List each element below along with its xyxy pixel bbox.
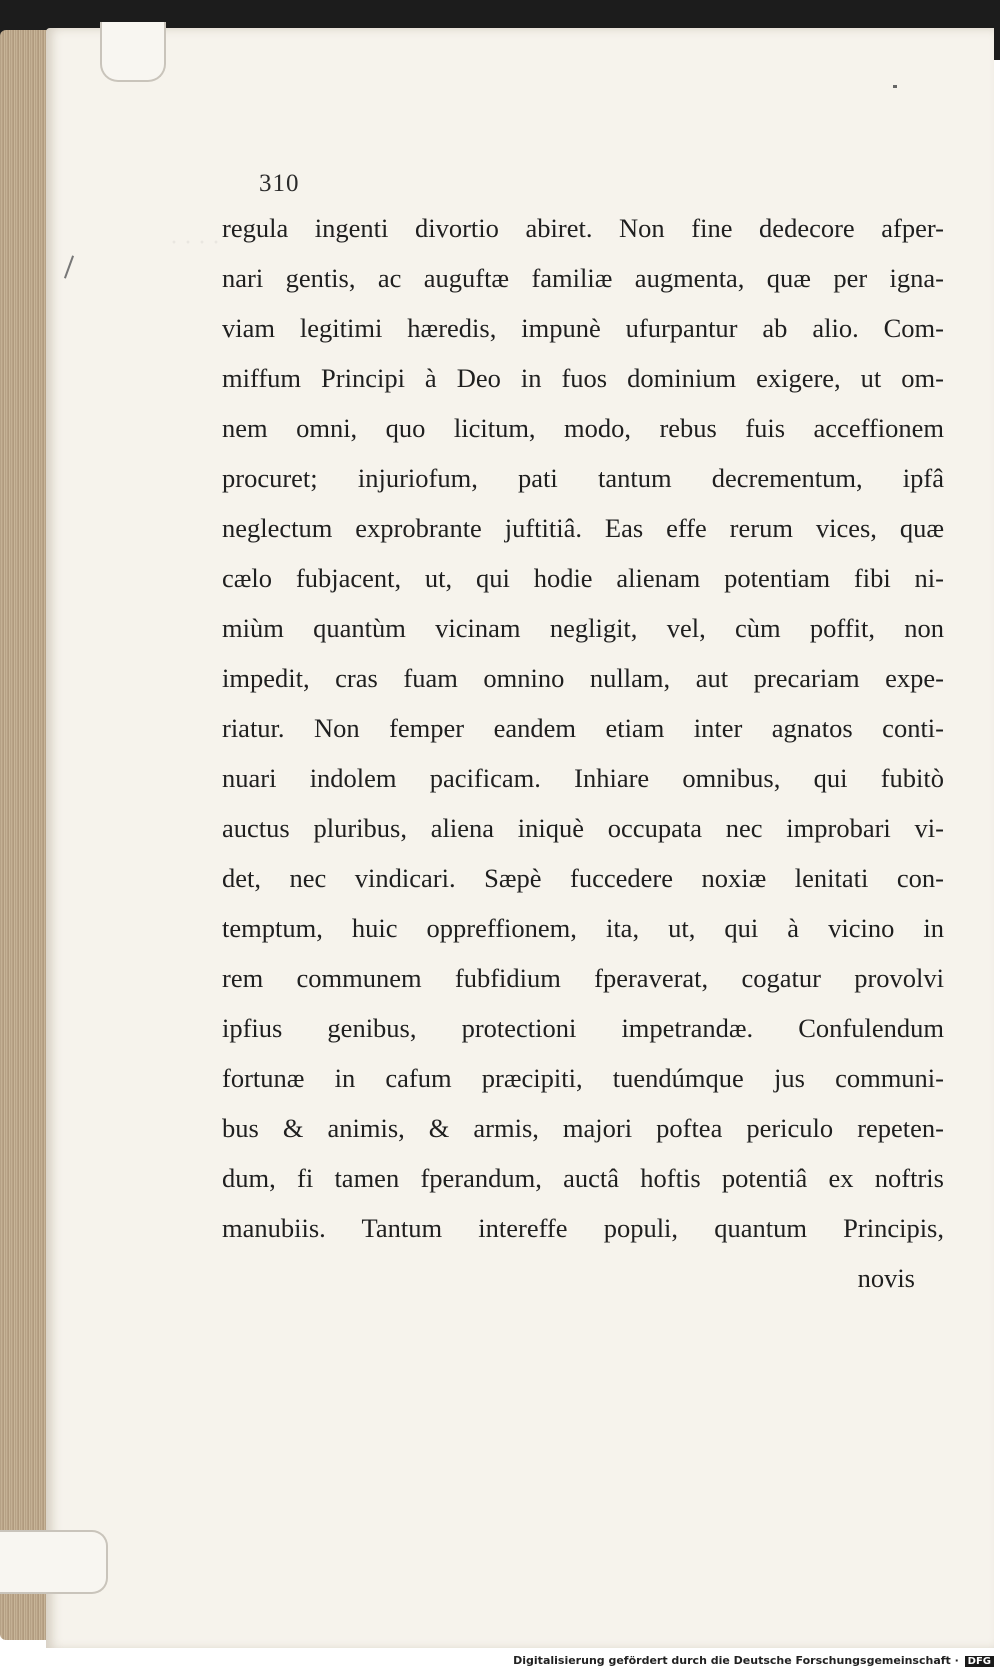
dfg-logo: DFG: [965, 1656, 994, 1667]
text-line: nari gentis, ac auguftæ familiæ augmenta, quæ per igna-: [222, 263, 944, 293]
page-clip-left: [0, 1530, 108, 1594]
body-text: [222, 203, 944, 1253]
text-line: neglectum exprobrante juftitiâ. Eas effe rerum vices, quæ: [222, 513, 944, 543]
digitization-credit: [513, 1654, 994, 1667]
text-line: nuari indolem pacificam. Inhiare omnibus, qui fubitò: [222, 763, 944, 793]
credit-text: Digitalisierung gefördert durch die Deutsche Forschungsgemeinschaft ·: [513, 1654, 959, 1667]
catchword: novis: [857, 1263, 915, 1293]
text-line: fortunæ in cafum præcipiti, tuendúmque jus communi-: [222, 1063, 944, 1093]
text-line: riatur. Non femper eandem etiam inter agnatos conti-: [222, 713, 944, 743]
page-clip-top: [100, 22, 166, 82]
text-line: cælo fubjacent, ut, qui hodie alienam potentiam fibi ni-: [222, 563, 944, 593]
text-line: temptum, huic oppreffionem, ita, ut, qui à vicino in: [222, 913, 944, 943]
text-line: dum, fi tamen fperandum, auctâ hoftis potentiâ ex noftris: [222, 1163, 944, 1193]
ink-dot: [893, 85, 897, 88]
text-line: nem omni, quo licitum, modo, rebus fuis acceffionem: [222, 413, 944, 443]
text-line: miùm quantùm vicinam negligit, vel, cùm poffit, non: [222, 613, 944, 643]
text-line: viam legitimi hæredis, impunè ufurpantur ab alio. Com-: [222, 313, 944, 343]
text-line: bus & animis, & armis, majori poftea periculo repeten-: [222, 1113, 944, 1143]
text-line: ipfius genibus, protectioni impetrandæ. Confulendum: [222, 1013, 944, 1043]
text-line: det, nec vindicari. Sæpè fuccedere noxiæ lenitati con-: [222, 863, 944, 893]
text-line: auctus pluribus, aliena iniquè occupata nec improbari vi-: [222, 813, 944, 843]
text-line: rem communem fubfidium fperaverat, cogatur provolvi: [222, 963, 944, 993]
text-line: miffum Principi à Deo in fuos dominium exigere, ut om-: [222, 363, 944, 393]
bleed-through-text: · · · ·: [170, 230, 220, 256]
text-line: procuret; injuriofum, pati tantum decrementum, ipfâ: [222, 463, 944, 493]
page-number: 310: [259, 170, 300, 197]
text-line: impedit, cras fuam omnino nullam, aut precariam expe-: [222, 663, 944, 693]
text-line: regula ingenti divortio abiret. Non fine dedecore afper-: [222, 213, 944, 243]
text-line: manubiis. Tantum intereffe populi, quantum Principis,: [222, 1213, 944, 1243]
